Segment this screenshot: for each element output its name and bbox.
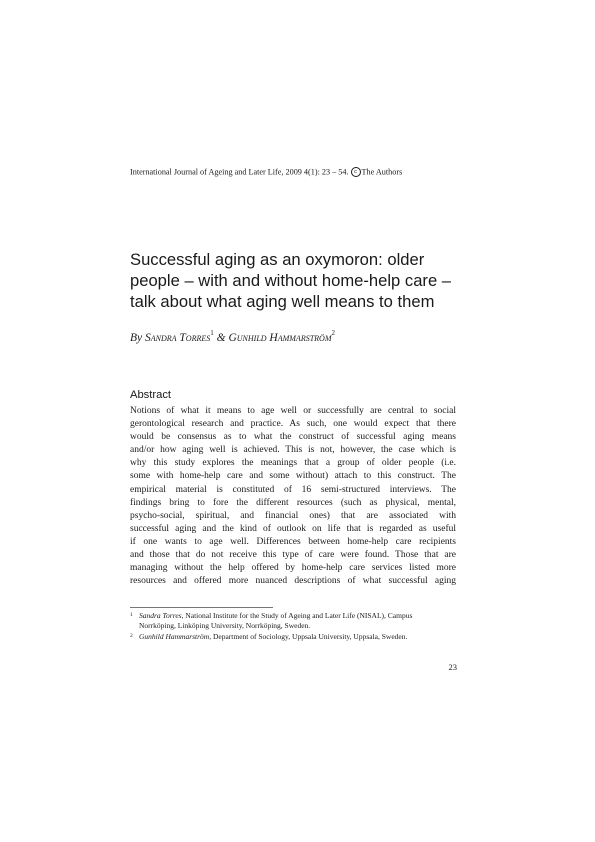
journal-citation-header bbox=[130, 167, 402, 178]
abstract-line: successful aging and the kind of outlook on life that is regarded as useful bbox=[130, 523, 456, 534]
abstract-line: Notions of what it means to age well or successfully are central to social bbox=[130, 406, 456, 416]
footnotes bbox=[130, 611, 456, 642]
abstract-line: resources and offered more nuanced descriptions of what successful aging bbox=[130, 576, 456, 587]
copyright-holder: The Authors bbox=[361, 167, 403, 177]
abstract-line: managing without the help offered by home-help care services listed more bbox=[130, 563, 456, 574]
abstract-body bbox=[130, 405, 456, 588]
citation-text: International Journal of Ageing and Later Life, 2009 4(1): 23 – 54. bbox=[130, 167, 349, 177]
abstract-line: would be consensus as to what the construct of successful aging means bbox=[130, 432, 456, 443]
title-line: people – with and without home-help care – bbox=[130, 271, 452, 290]
author-affiliation-ref: 1 bbox=[210, 329, 214, 337]
abstract-line: and/or how aging well is achieved. This is not, however, the case which is bbox=[130, 445, 456, 456]
abstract-line: why this study explores the meanings that a group of older people (i.e. bbox=[130, 458, 456, 469]
footnote bbox=[130, 632, 456, 642]
footnote-marker: 2 bbox=[130, 632, 133, 639]
abstract-line: psycho-social, spiritual, and financial ones) that are associated with bbox=[130, 510, 456, 521]
abstract-line: some with home-help care and some without) attach to this construct. The bbox=[130, 471, 456, 482]
footnote-affiliation: National Institute for the Study of Ageing and Later Life (NISAL), Campus bbox=[185, 611, 413, 620]
abstract-line: findings bring to fore the different resources (such as physical, mental, bbox=[130, 497, 456, 508]
article-title bbox=[130, 249, 466, 312]
author-name: Gunhild Hammarström bbox=[228, 332, 332, 344]
footnote-author-name: Gunhild Hammarström, bbox=[139, 631, 212, 641]
author-byline bbox=[130, 329, 335, 344]
title-line: talk about what aging well means to them bbox=[130, 292, 435, 311]
abstract-line: gerontological research and practice. As such, one would expect that there bbox=[130, 419, 456, 430]
page-number: 23 bbox=[448, 662, 457, 672]
footnote bbox=[130, 611, 456, 632]
byline-conjunction: & bbox=[216, 332, 226, 344]
abstract-line: and those that do not receive this type of care were found. Those that are bbox=[130, 550, 456, 561]
abstract-line: if one wants to age well. Differences between home-help care recipients bbox=[130, 536, 456, 547]
author-affiliation-ref: 2 bbox=[331, 329, 335, 337]
footnote-divider bbox=[130, 607, 273, 608]
footnote-affiliation: Department of Sociology, Uppsala University, Uppsala, Sweden. bbox=[212, 631, 408, 641]
copyright-icon: c bbox=[351, 167, 361, 177]
footnote-marker: 1 bbox=[130, 612, 133, 618]
author-name: Sandra Torres bbox=[145, 332, 211, 344]
title-line: Successful aging as an oxymoron: older bbox=[130, 250, 425, 269]
byline-by: By bbox=[130, 332, 143, 344]
abstract-heading: Abstract bbox=[130, 389, 172, 401]
abstract-line: empirical material is constituted of 16 semi-structured interviews. The bbox=[130, 484, 456, 495]
footnote-affiliation-cont: Norrköping, Linköping University, Norrköping, Sweden. bbox=[139, 621, 311, 631]
footnote-author-name: Sandra Torres, bbox=[139, 611, 184, 620]
